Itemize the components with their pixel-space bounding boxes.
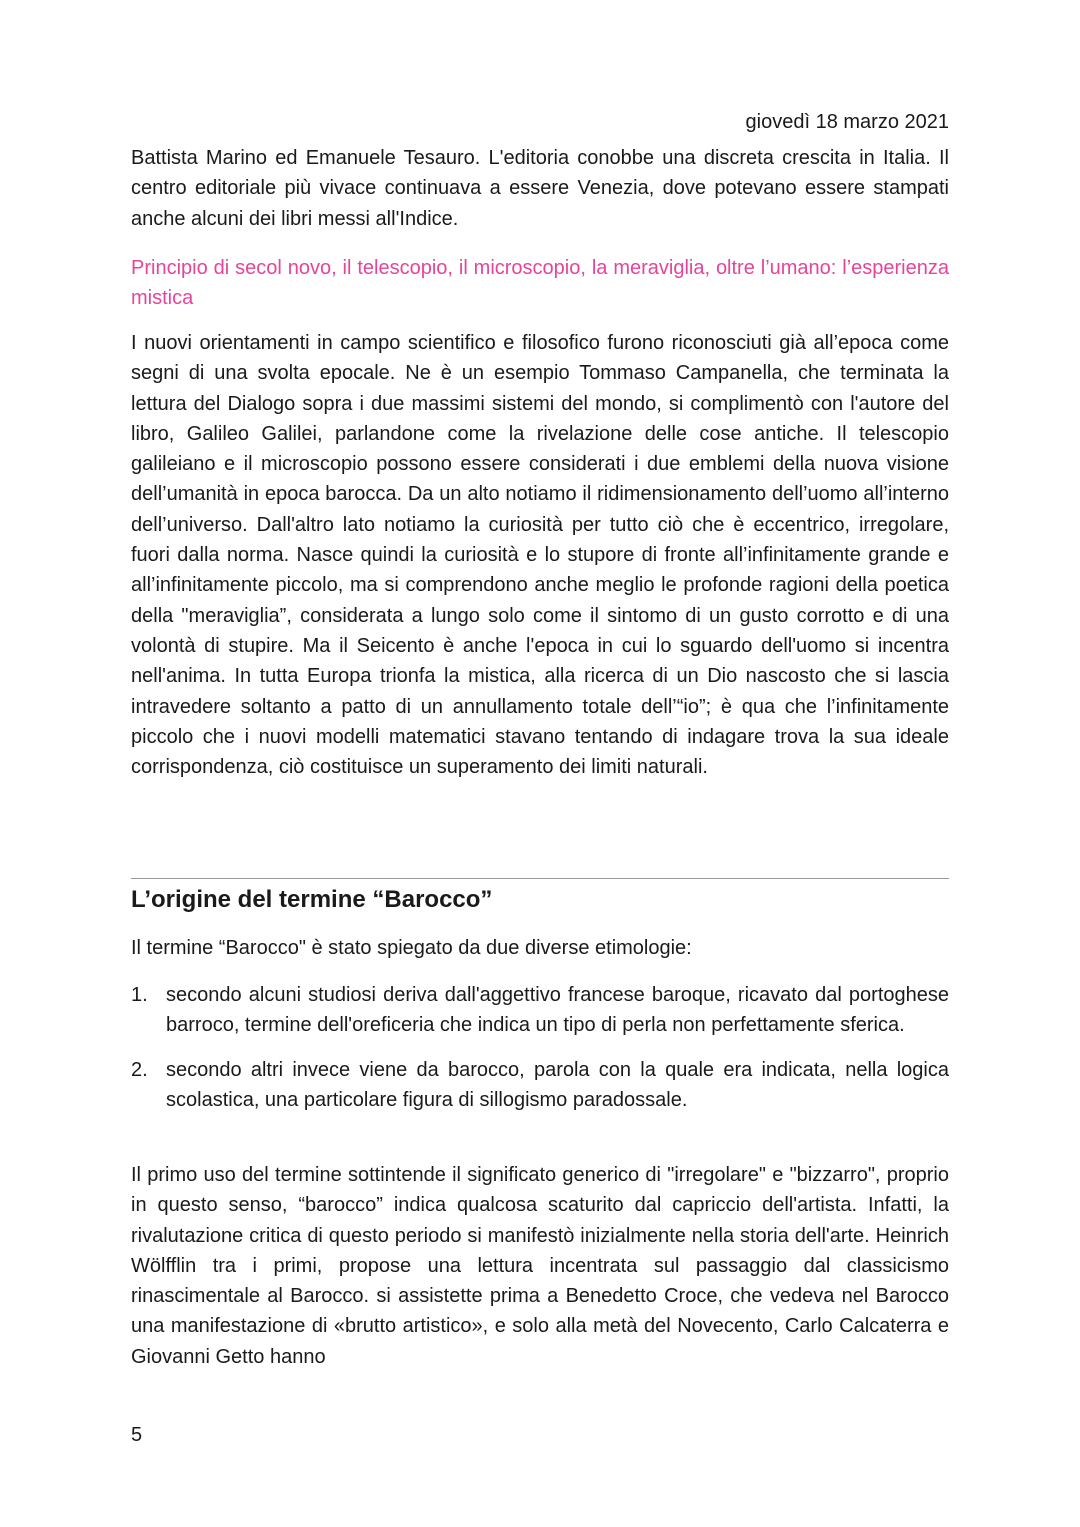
section2-paragraph: Il primo uso del termine sottintende il significato generico di "irregolare" e "bizzarro", proprio in questo senso, “barocco” indica qualcosa scaturito dal capriccio dell'artista. Infatti, la rivalutazione critica di questo periodo si manifestò inizialmente nella storia dell'arte. Heinrich Wölfflin tra i primi, propose una lettura incentrata sul passaggio dal classicismo rinascimentale al Barocco. si assistette prima a Benedetto Croce, che vedeva nel Barocco una manifestazione di «brutto artistico», e solo alla metà del Novecento, Carlo Calcaterra e Giovanni Getto hanno [131,1164,949,1368]
etymology-list [131,980,949,1115]
header-date: giovedì 18 marzo 2021 [745,111,949,133]
section1-paragraph: I nuovi orientamenti in campo scientifico e filosofico furono riconosciuti già all’epoca come segni di una svolta epocale. Ne è un esempio Tommaso Campanella, che terminata la lettura del Dialogo sopra i due massimi sistemi del mondo, si complimentò con l'autore del libro, Galileo Galilei, parlandone come la rivelazione delle cose antiche. Il telescopio galileiano e il microscopio possono essere considerati i due emblemi della nuova visione dell’umanità in epoca barocca. Da un alto notiamo il ridimensionamento dell’uomo all’interno dell’universo. Dall'altro lato notiamo la curiosità per tutto ciò che è eccentrico, irregolare, fuori dalla norma. Nasce quindi la curiosità e lo stupore di fronte all’infinitamente grande e all’infinitamente piccolo, ma si comprendono anche meglio le profonde ragioni della poetica della "meraviglia”, considerata a lungo solo come il sintomo di un gusto corrotto e di una volontà di stupire. Ma il Seicento è anche l'epoca in cui lo sguardo dell'uomo si incentra nell'anima. In tutta Europa trionfa la mistica, alla ricerca di un Dio nascosto che si lascia intravedere soltanto a patto di un annullamento totale dell’“io”; è qua che l’infinitamente piccolo che i nuovi modelli matematici stavano tentando di indagare trova la sua ideale corrispondenza, ciò costituisce un superamento dei limiti naturali. [131,332,949,779]
list-number: 1. [131,984,148,1006]
intro-paragraph: Battista Marino ed Emanuele Tesauro. L'editoria conobbe una discreta crescita in Italia. Il centro editoriale più vivace continuava a essere Venezia, dove potevano essere stampati anche alcuni dei libri messi all'Indice. [131,147,949,230]
section-divider [131,878,949,879]
section2-intro: Il termine “Barocco" è stato spiegato da due diverse etimologie: [131,937,692,959]
list-item [131,1055,949,1116]
page-number: 5 [131,1424,143,1446]
section-heading-pink: Principio di secol novo, il telescopio, il microscopio, la meraviglia, oltre l’umano: l’esperienza mistica [131,257,949,310]
list-item-text: secondo altri invece viene da barocco, parola con la quale era indicata, nella logica scolastica, una particolare figura di sillogismo paradossale. [166,1058,949,1111]
list-item-text: secondo alcuni studiosi deriva dall'aggettivo francese baroque, ricavato dal portoghese barroco, termine dell'oreficeria che indica un tipo di perla non perfettamente sferica. [166,984,949,1037]
list-number: 2. [131,1058,148,1081]
list-item [131,980,949,1041]
section-title: L’origine del termine “Barocco” [131,886,493,913]
